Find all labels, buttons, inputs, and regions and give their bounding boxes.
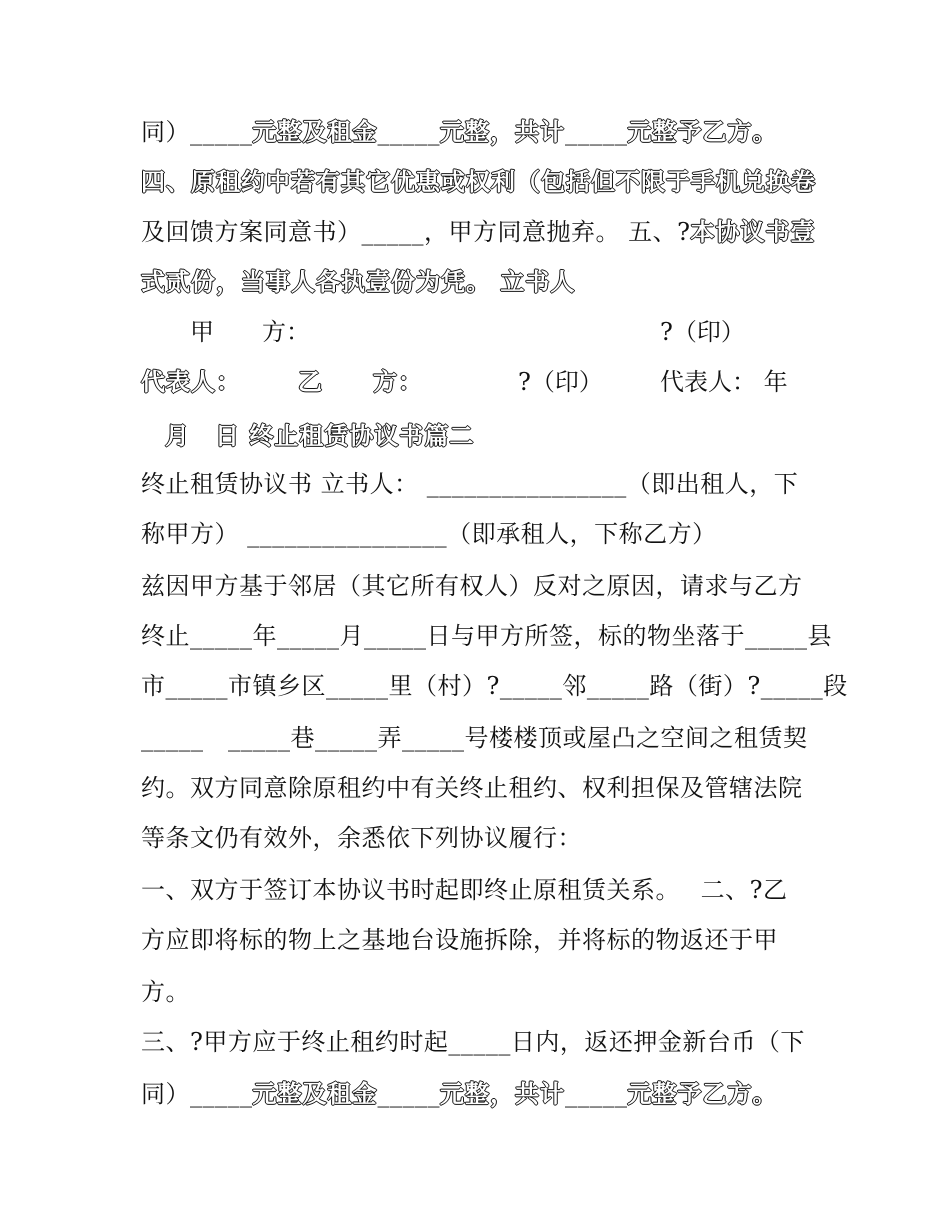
text-line-11: 终止_____年_____月_____日与甲方所签，标的物坐落于_____县	[141, 622, 832, 650]
outlined-text-segment: 元整及租金	[252, 1080, 378, 1108]
outlined-text-segment: 四、原租约中若有其它优惠或权利（包括但不限于手机兑换卷	[141, 168, 816, 196]
outlined-text-segment: 元整及租金	[252, 118, 378, 146]
outlined-text-segment: 元整，共计	[440, 1080, 565, 1108]
outlined-text-segment: 元整予乙方。	[627, 118, 778, 146]
representative-year: 代表人： 年	[660, 368, 788, 396]
text-segment: 及回馈方案同意书）_____，甲方同意抛弃。 五、?	[141, 218, 691, 246]
text-line-2	[141, 166, 821, 198]
text-line-15: 等条文仍有效外，余悉依下列协议履行：	[141, 824, 582, 852]
text-line-1	[141, 116, 821, 148]
text-line-14: 约。双方同意除原租约中有关终止租约、权利担保及管辖法院	[141, 774, 803, 802]
text-segment: _____	[377, 1080, 440, 1108]
text-segment: 同）_____	[141, 1080, 253, 1108]
text-segment: _____	[565, 1080, 628, 1108]
representative-label: 代表人：	[141, 368, 241, 396]
text-segment: _____	[377, 118, 440, 146]
text-line-9: 称甲方） ________________（即承租人，下称乙方）	[141, 520, 717, 548]
party-b-seal: ?（印）	[518, 368, 603, 396]
section-heading	[165, 420, 845, 452]
text-line-16: 一、双方于签订本协议书时起即终止原租赁关系。 二、?乙	[141, 876, 788, 904]
text-line-18: 方。	[141, 978, 190, 1006]
outlined-text-segment: 元整，共计	[440, 118, 565, 146]
party-a-label: 甲 方：	[190, 318, 310, 346]
text-line-4	[141, 266, 821, 298]
outlined-text-segment: 月 日 终止租赁协议书篇二	[165, 422, 475, 450]
party-a-seal: ?（印）	[660, 318, 745, 346]
outlined-text-segment: 式贰份，当事人各执壹份为凭。 立书人	[141, 268, 576, 296]
text-line-10: 兹因甲方基于邻居（其它所有权人）反对之原因，请求与乙方	[141, 572, 803, 600]
text-line-13: _____ _____巷_____弄_____号楼楼顶或屋凸之空间之租赁契	[141, 724, 808, 752]
text-line-20	[141, 1078, 821, 1110]
text-line-19: 三、?甲方应于终止租约时起_____日内，返还押金新台币（下	[141, 1028, 805, 1056]
outlined-text-segment: 本协议书壹	[690, 218, 816, 246]
outlined-text-segment: 元整予乙方。	[627, 1080, 778, 1108]
text-line-3	[141, 216, 821, 248]
text-segment: 同）_____	[141, 118, 253, 146]
party-b-label: 乙 方：	[298, 368, 423, 396]
text-segment: _____	[565, 118, 628, 146]
text-line-12: 市_____市镇乡区_____里（村）?_____邻_____路（街）?_____段	[141, 672, 848, 700]
text-line-17: 方应即将标的物上之基地台设施拆除，并将标的物返还于甲	[141, 926, 778, 954]
text-line-8: 终止租赁协议书 立书人： ________________（即出租人，下	[141, 470, 799, 498]
